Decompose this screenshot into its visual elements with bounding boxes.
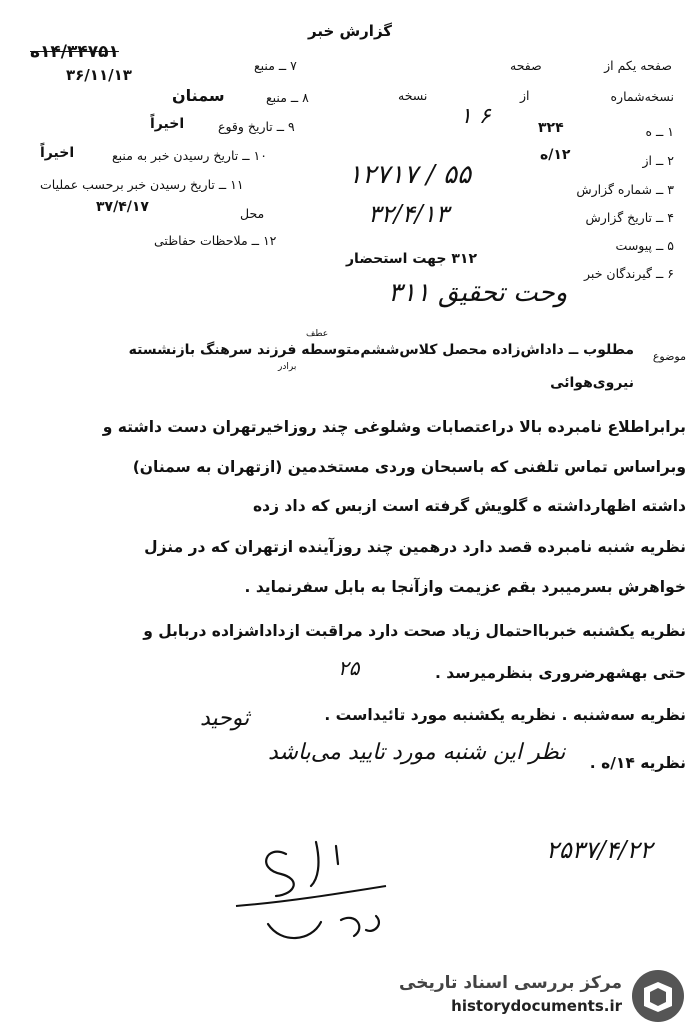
- body-line-4: نظریه شنبه نامبرده قصد دارد درهمین چند روزآینده ازتهران که در منزل: [144, 538, 686, 556]
- handwritten-note-2: ثوحید: [200, 706, 250, 731]
- row11-label: ۱۱ ــ تاریخ رسیدن خبر برحسب عملیات: [40, 177, 244, 192]
- row6-handwritten: ۳۱۱ وحت تحقیق: [388, 278, 568, 308]
- copy-suffix-label: نسخه: [398, 88, 428, 103]
- body-line-8: نظریه سه‌شنبه . نظریه یکشنبه مورد تائیداست .: [324, 706, 686, 724]
- subject-continuation: نیروی‌هوائی: [550, 375, 634, 391]
- body-line-9: نظریه ۱۴/ه .: [589, 754, 686, 772]
- copy-number-label: نسخه‌شماره: [610, 89, 674, 104]
- body-line-2: وبراساس تماس تلفنی که باسبحان وردی مستخدمین (ازتهران به سمنان): [132, 458, 686, 476]
- handwritten-note-3: نظر این شنبه مورد تایید می‌باشد: [268, 740, 566, 765]
- subject-text: مطلوب ــ داداش‌زاده محصل کلاس‌ششم‌متوسطه فرزند سرهنگ بازنشسته: [128, 342, 634, 358]
- row6-label: ۶ ــ گیرندگان خبر: [584, 266, 674, 281]
- copy-values: ۱ ۶: [460, 104, 491, 129]
- row7-value: ۱۴/۳۴۷۵۱ه: [30, 42, 119, 62]
- body-line-1: برابراطلاع نامبرده بالا دراعتصابات وشلوغی چند روزاخیرتهران دست داشته و: [102, 418, 686, 436]
- body-line-7: حتی بهشهرضروری بنظرمیرسد .: [435, 664, 686, 682]
- body-line-3: داشته اظهارداشته ه گلویش گرفته است ازبس که داد زده: [253, 497, 686, 515]
- row11-value: ۳۷/۴/۱۷: [96, 199, 149, 215]
- row1-label: ۱ ــ ه: [645, 124, 674, 139]
- row7-label: ۷ ــ منبع: [254, 58, 297, 73]
- row2-value: ۱۲/ه: [540, 147, 571, 163]
- row3-value: ۱۲۷۱۷ / ۵۵: [348, 160, 472, 190]
- report-title: گزارش خبر: [307, 22, 393, 40]
- archive-name: مرکز بررسی اسناد تاریخی: [399, 973, 622, 993]
- archive-logo-icon: [630, 968, 686, 1024]
- subject-insert-word: عطف: [306, 329, 329, 339]
- row10-label: ۱۰ ــ تاریخ رسیدن خبر به منبع: [112, 148, 267, 163]
- row8-label: ۸ ــ منبع: [266, 90, 309, 105]
- row1-value: ۳۲۴: [538, 120, 564, 136]
- row11-sub: محل: [240, 206, 265, 221]
- page-label: صفحه یکم از: [604, 58, 672, 73]
- body-line-5: خواهرش بسرمیبرد بقم عزیمت وازآنجا به بابل سفرنماید .: [244, 578, 686, 596]
- row7-date: ۳۶/۱۱/۱۳: [66, 66, 132, 84]
- row4-value: ۳۲/۴/۱۳: [368, 200, 449, 228]
- row9-label: ۹ ــ تاریخ وقوع: [218, 119, 295, 134]
- row2-label: ۲ ــ از: [642, 153, 674, 168]
- row4-label: ۴ ــ تاریخ گزارش: [585, 210, 674, 225]
- row12-label: ۱۲ ــ ملاحظات حفاظتی: [154, 233, 277, 248]
- date-stamp: ۲۵۳۷/۴/۲۲: [546, 836, 653, 864]
- row3-label: ۳ ــ شماره گزارش: [576, 182, 674, 197]
- copy-from-label: از: [520, 88, 530, 103]
- subject-label: موضوع: [652, 350, 686, 363]
- row10-value: اخیراً: [40, 145, 75, 161]
- archive-website: historydocuments.ir: [451, 997, 622, 1015]
- body-line-6: نظریه یکشنبه خبربااحتمال زیاد صحت دارد مراقبت ازداداشزاده دربابل و: [143, 622, 686, 640]
- row9-value: اخیراً: [150, 116, 185, 132]
- row5-label: ۵ ــ پیوست: [615, 238, 674, 253]
- handwritten-note-1: ۲۵: [338, 656, 360, 680]
- row6-value: ۳۱۲ جهت استحضار: [346, 251, 478, 267]
- row8-value: سمنان: [172, 86, 225, 105]
- handwritten-signature: [226, 824, 396, 968]
- subject-insert-word2: برادر: [278, 362, 297, 372]
- page-suffix: صفحه: [510, 58, 542, 73]
